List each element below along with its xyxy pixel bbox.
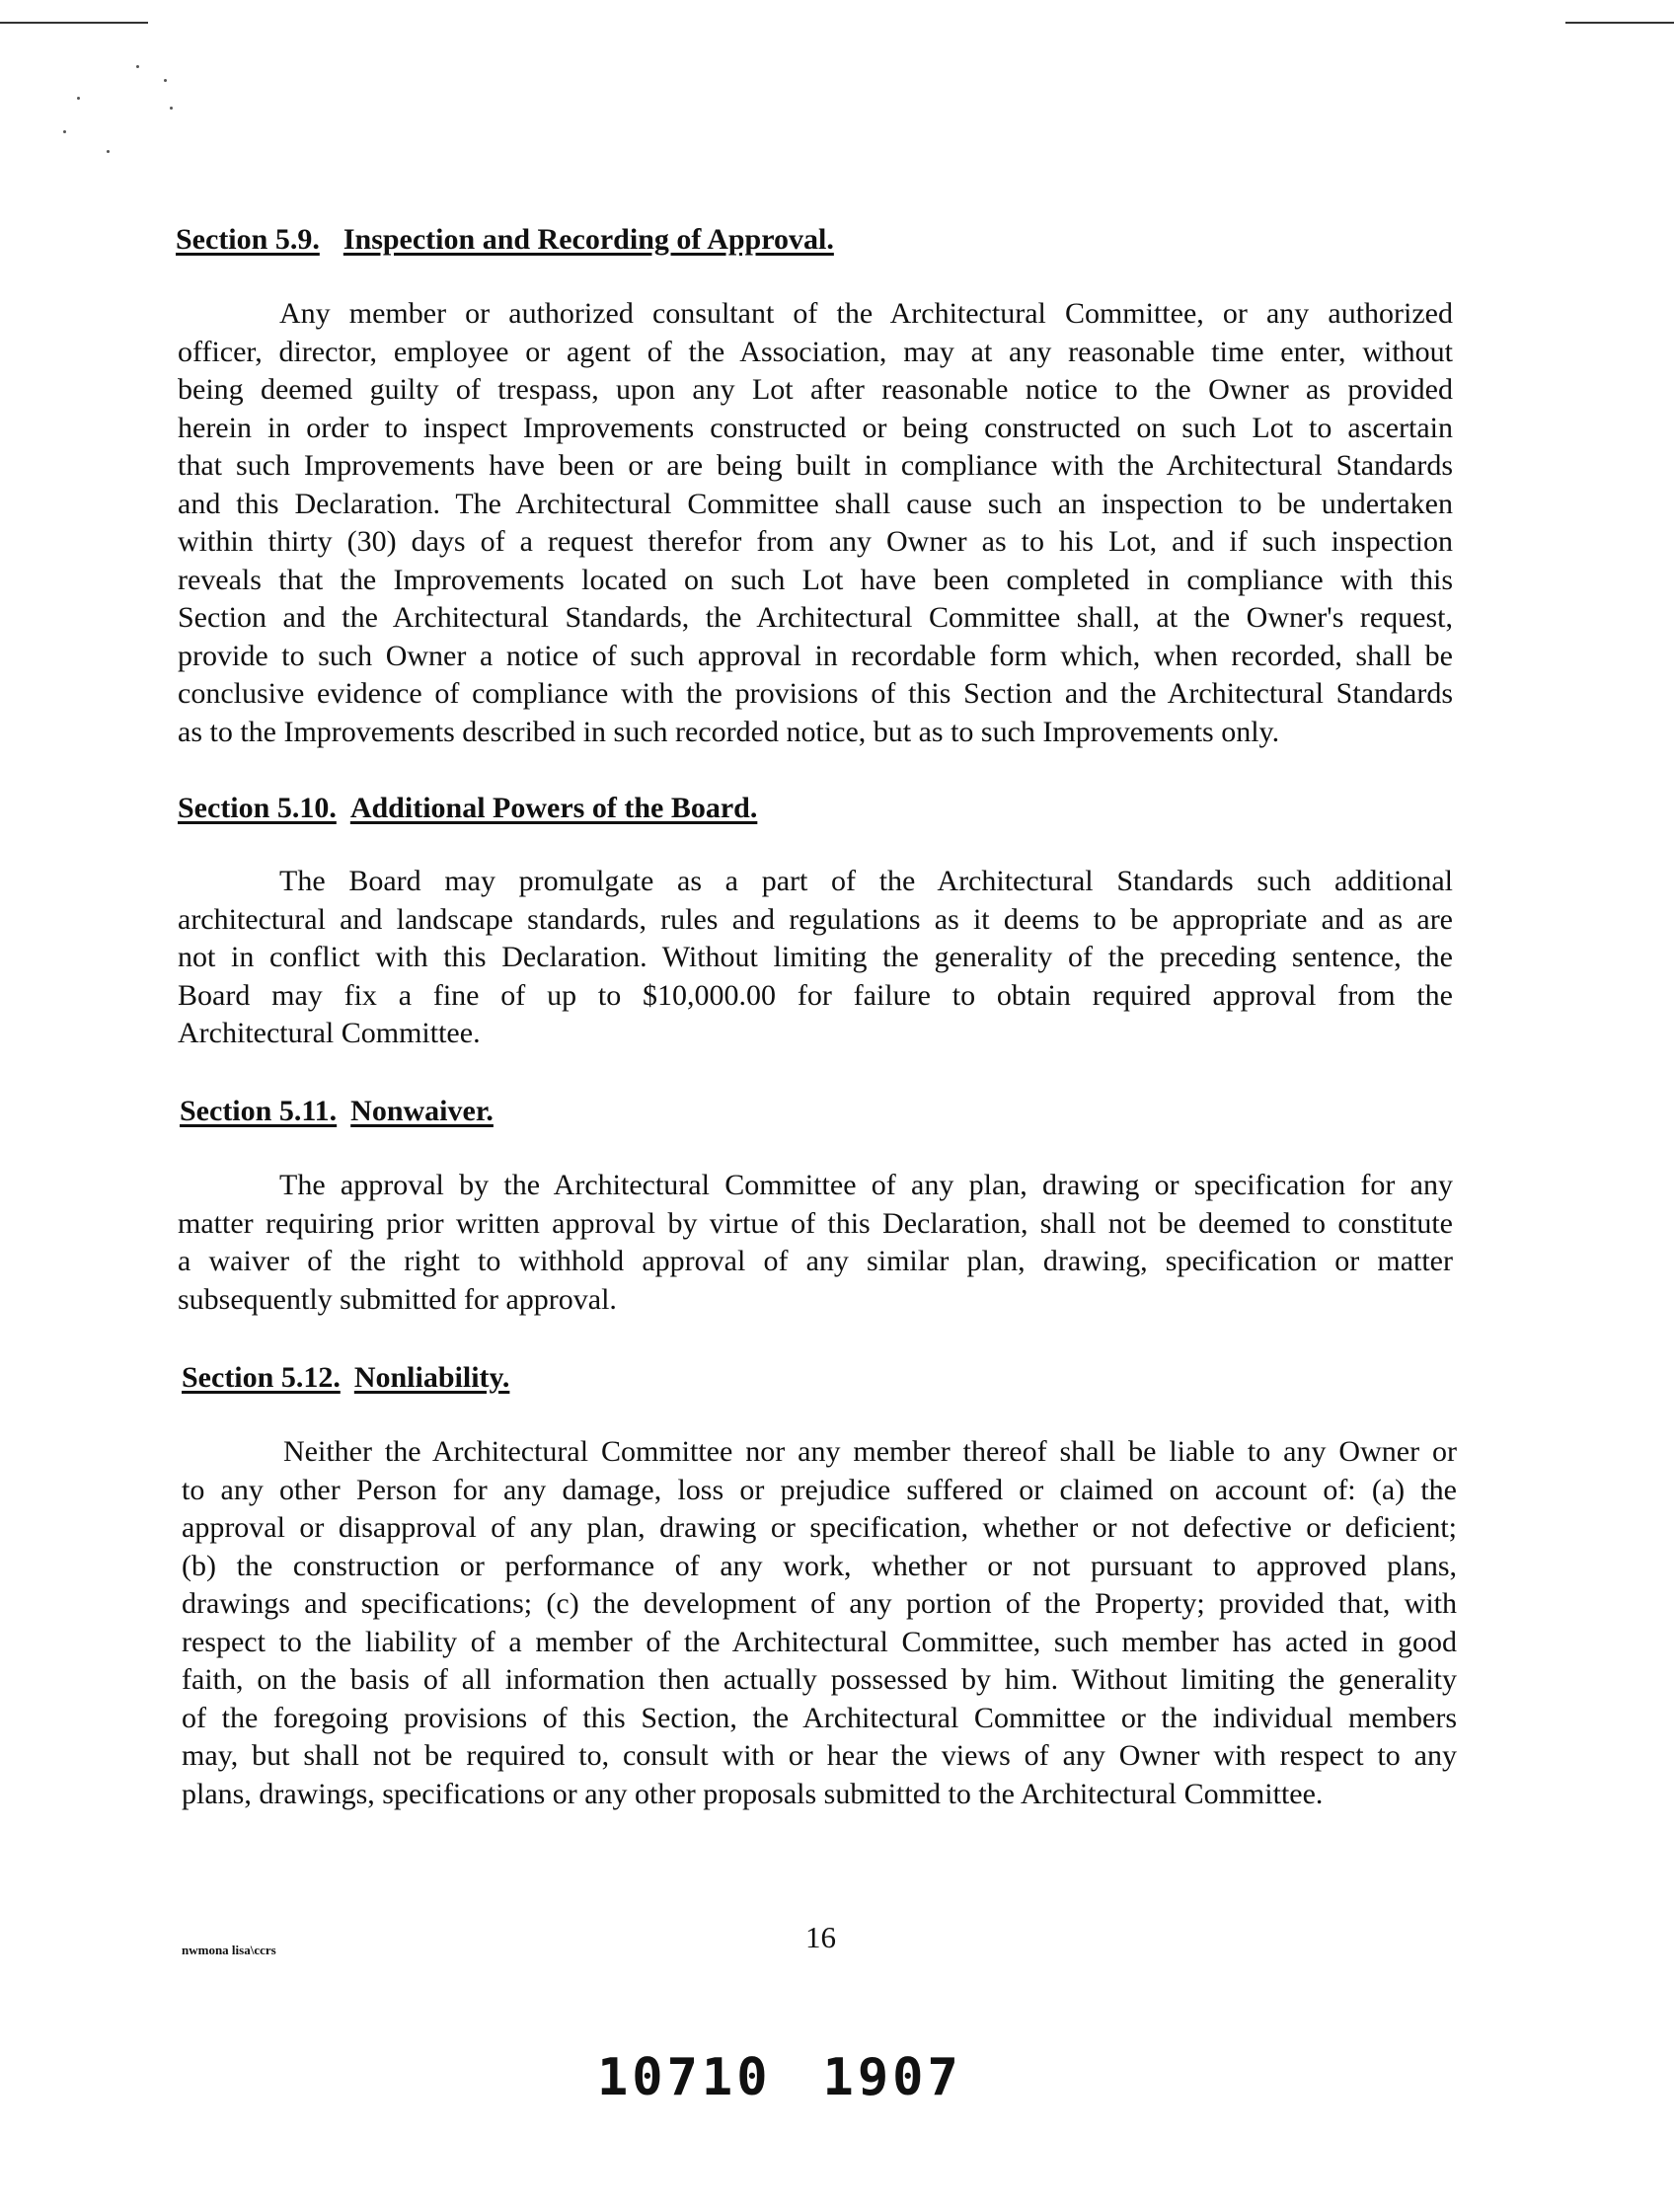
- paragraph-line: faith, on the basis of all information then actually possessed by him. Without limiting the generality: [182, 1663, 1457, 1696]
- paragraph-line: (b) the construction or performance of any work, whether or not pursuant to approved plans,: [182, 1549, 1457, 1582]
- paragraph-line: architectural and landscape standards, rules and regulations as it deems to be appropriate and as are: [178, 902, 1453, 936]
- paragraph-line: and this Declaration. The Architectural Committee shall cause such an inspection to be undertaken: [178, 487, 1453, 520]
- paragraph-line: of the foregoing provisions of this Section, the Architectural Committee or the individual members: [182, 1701, 1457, 1734]
- section-paragraph: [178, 863, 1453, 1053]
- section-number: Section 5.10.: [178, 792, 337, 824]
- scan-edge-line-left: [0, 22, 148, 24]
- paragraph-line: matter requiring prior written approval by virtue of this Declaration, shall not be deemed to constitute: [178, 1206, 1453, 1240]
- section-heading: [182, 1361, 509, 1395]
- scan-edge-line-right: [1565, 22, 1674, 24]
- scan-speck: [164, 79, 167, 82]
- section-title: Inspection and Recording of Approval.: [342, 223, 834, 256]
- section-heading: [176, 223, 834, 257]
- section-title: Additional Powers of the Board.: [349, 792, 758, 824]
- paragraph-line: as to the Improvements described in such recorded notice, but as to such Improvements only.: [178, 715, 1280, 748]
- section-number: Section 5.12.: [182, 1361, 341, 1394]
- recording-book-page-stamp: [597, 2048, 962, 2107]
- scan-speck: [170, 107, 173, 110]
- section-title: Nonwaiver.: [350, 1095, 494, 1127]
- paragraph-line: within thirty (30) days of a request therefor from any Owner as to his Lot, and if such inspection: [178, 525, 1453, 558]
- paragraph-line: to any other Person for any damage, loss or prejudice suffered or claimed on account of: (a) the: [182, 1473, 1457, 1506]
- recording-book-number: 10710: [597, 2048, 772, 2107]
- paragraph-line: provide to such Owner a notice of such approval in recordable form which, when recorded, shall be: [178, 639, 1453, 672]
- section-title: Nonliability.: [353, 1361, 510, 1394]
- scan-speck: [77, 97, 80, 100]
- paragraph-line: Section and the Architectural Standards, the Architectural Committee shall, at the Owner's request,: [178, 601, 1453, 634]
- paragraph-line: plans, drawings, specifications or any other proposals submitted to the Architectural Committee.: [182, 1777, 1324, 1810]
- paragraph-line: Board may fix a fine of up to $10,000.00 for failure to obtain required approval from the: [178, 978, 1453, 1012]
- section-number: Section 5.9.: [176, 223, 320, 256]
- paragraph-line: may, but shall not be required to, consult with or hear the views of any Owner with respect to any: [182, 1739, 1457, 1772]
- paragraph-line: reveals that the Improvements located on such Lot have been completed in compliance with this: [178, 563, 1453, 596]
- paragraph-line: respect to the liability of a member of the Architectural Committee, such member has acted in good: [182, 1625, 1457, 1658]
- paragraph-line: that such Improvements have been or are being built in compliance with the Architectural Standards: [178, 449, 1453, 482]
- paragraph-line: The Board may promulgate as a part of the Architectural Standards such additional: [279, 865, 1453, 897]
- footer-file-reference: nwmona lisa\ccrs: [182, 1943, 276, 1957]
- section-paragraph: [178, 1167, 1453, 1319]
- paragraph-line: Neither the Architectural Committee nor any member thereof shall be liable to any Owner or: [283, 1435, 1457, 1468]
- paragraph-line: officer, director, employee or agent of the Association, may at any reasonable time enter, without: [178, 335, 1453, 368]
- paragraph-line: being deemed guilty of trespass, upon any Lot after reasonable notice to the Owner as provided: [178, 373, 1453, 406]
- paragraph-line: The approval by the Architectural Committee of any plan, drawing or specification for any: [279, 1169, 1453, 1201]
- paragraph-line: Architectural Committee.: [178, 1017, 481, 1049]
- paragraph-line: Any member or authorized consultant of the Architectural Committee, or any authorized: [279, 297, 1453, 330]
- section-paragraph: [178, 295, 1453, 751]
- paragraph-line: approval or disapproval of any plan, drawing or specification, whether or not defective or deficient;: [182, 1511, 1457, 1544]
- page-number: 16: [805, 1920, 836, 1954]
- paragraph-line: a waiver of the right to withhold approval of any similar plan, drawing, specification or matter: [178, 1245, 1453, 1277]
- section-heading: [178, 792, 757, 825]
- paragraph-line: drawings and specifications; (c) the development of any portion of the Property; provided that, with: [182, 1587, 1457, 1620]
- paragraph-line: conclusive evidence of compliance with the provisions of this Section and the Architectural Standards: [178, 677, 1453, 710]
- scan-speck: [136, 65, 139, 68]
- paragraph-line: not in conflict with this Declaration. Without limiting the generality of the preceding sentence, the: [178, 941, 1453, 973]
- section-heading: [180, 1095, 494, 1128]
- recording-page-number: 1907: [822, 2048, 962, 2107]
- paragraph-line: herein in order to inspect Improvements constructed or being constructed on such Lot to ascertain: [178, 411, 1453, 444]
- scan-speck: [63, 130, 66, 133]
- section-number: Section 5.11.: [180, 1095, 338, 1127]
- section-paragraph: [182, 1433, 1457, 1813]
- paragraph-line: subsequently submitted for approval.: [178, 1282, 617, 1316]
- scan-speck: [107, 150, 110, 153]
